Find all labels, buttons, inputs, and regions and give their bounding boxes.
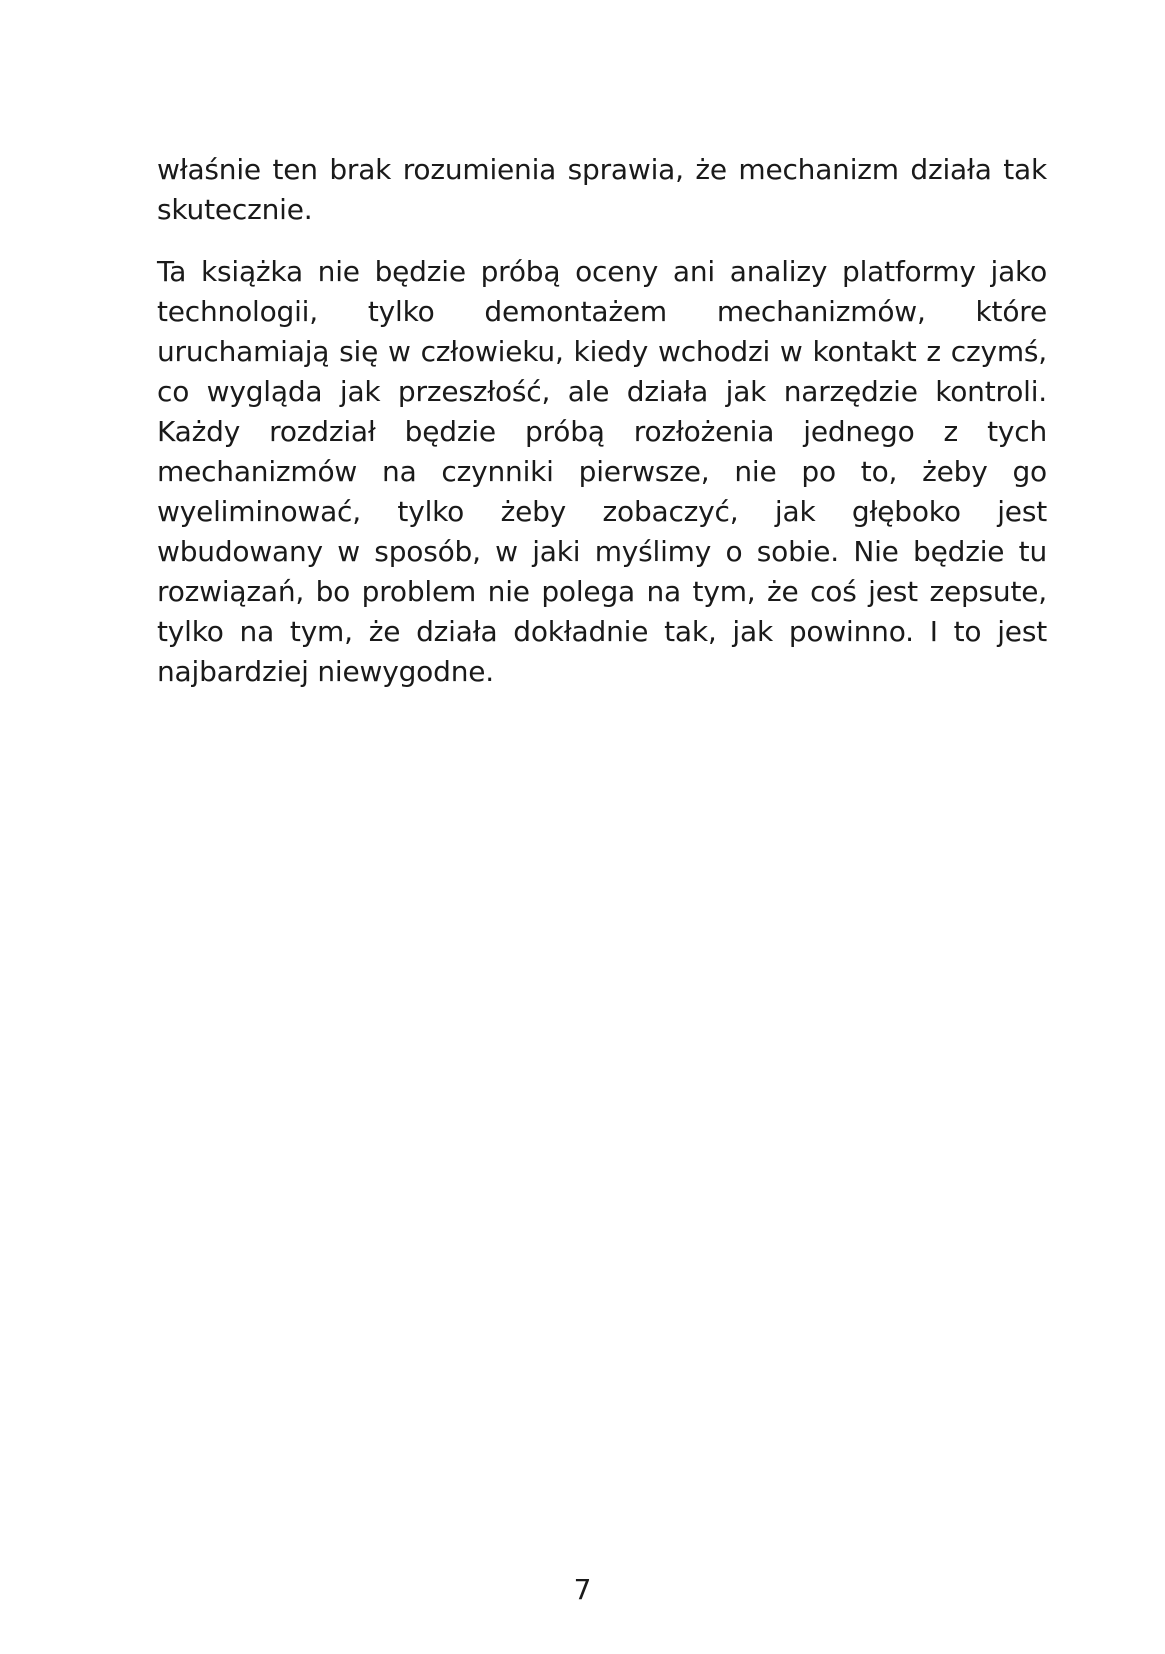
paragraph-1: właśnie ten brak rozumienia sprawia, że mechanizm działa tak skutecznie. [157,153,1047,226]
paragraph-2: Ta książka nie będzie próbą oceny ani analizy platformy jako technologii, tylko demontażem mechanizmów, które uruchamiają się w człowieku, kiedy wchodzi w kontakt z czymś, co wygląda jak przeszłość, ale działa jak narzędzie kontroli. Każdy rozdział będzie próbą rozłożenia jednego z tych mechanizmów na czynniki pierwsze, nie po to, żeby go wyeliminować, tylko żeby zobaczyć, jak głęboko jest wbudowany w sposób, w jaki myślimy o sobie. Nie będzie tu rozwiązań, bo problem nie polega na tym, że coś jest zepsute, tylko na tym, że działa dokładnie tak, jak powinno. I to jest najbardziej niewygodne. [157,255,1047,688]
page-number: 7 [573,1573,592,1606]
page-body [157,150,1047,714]
